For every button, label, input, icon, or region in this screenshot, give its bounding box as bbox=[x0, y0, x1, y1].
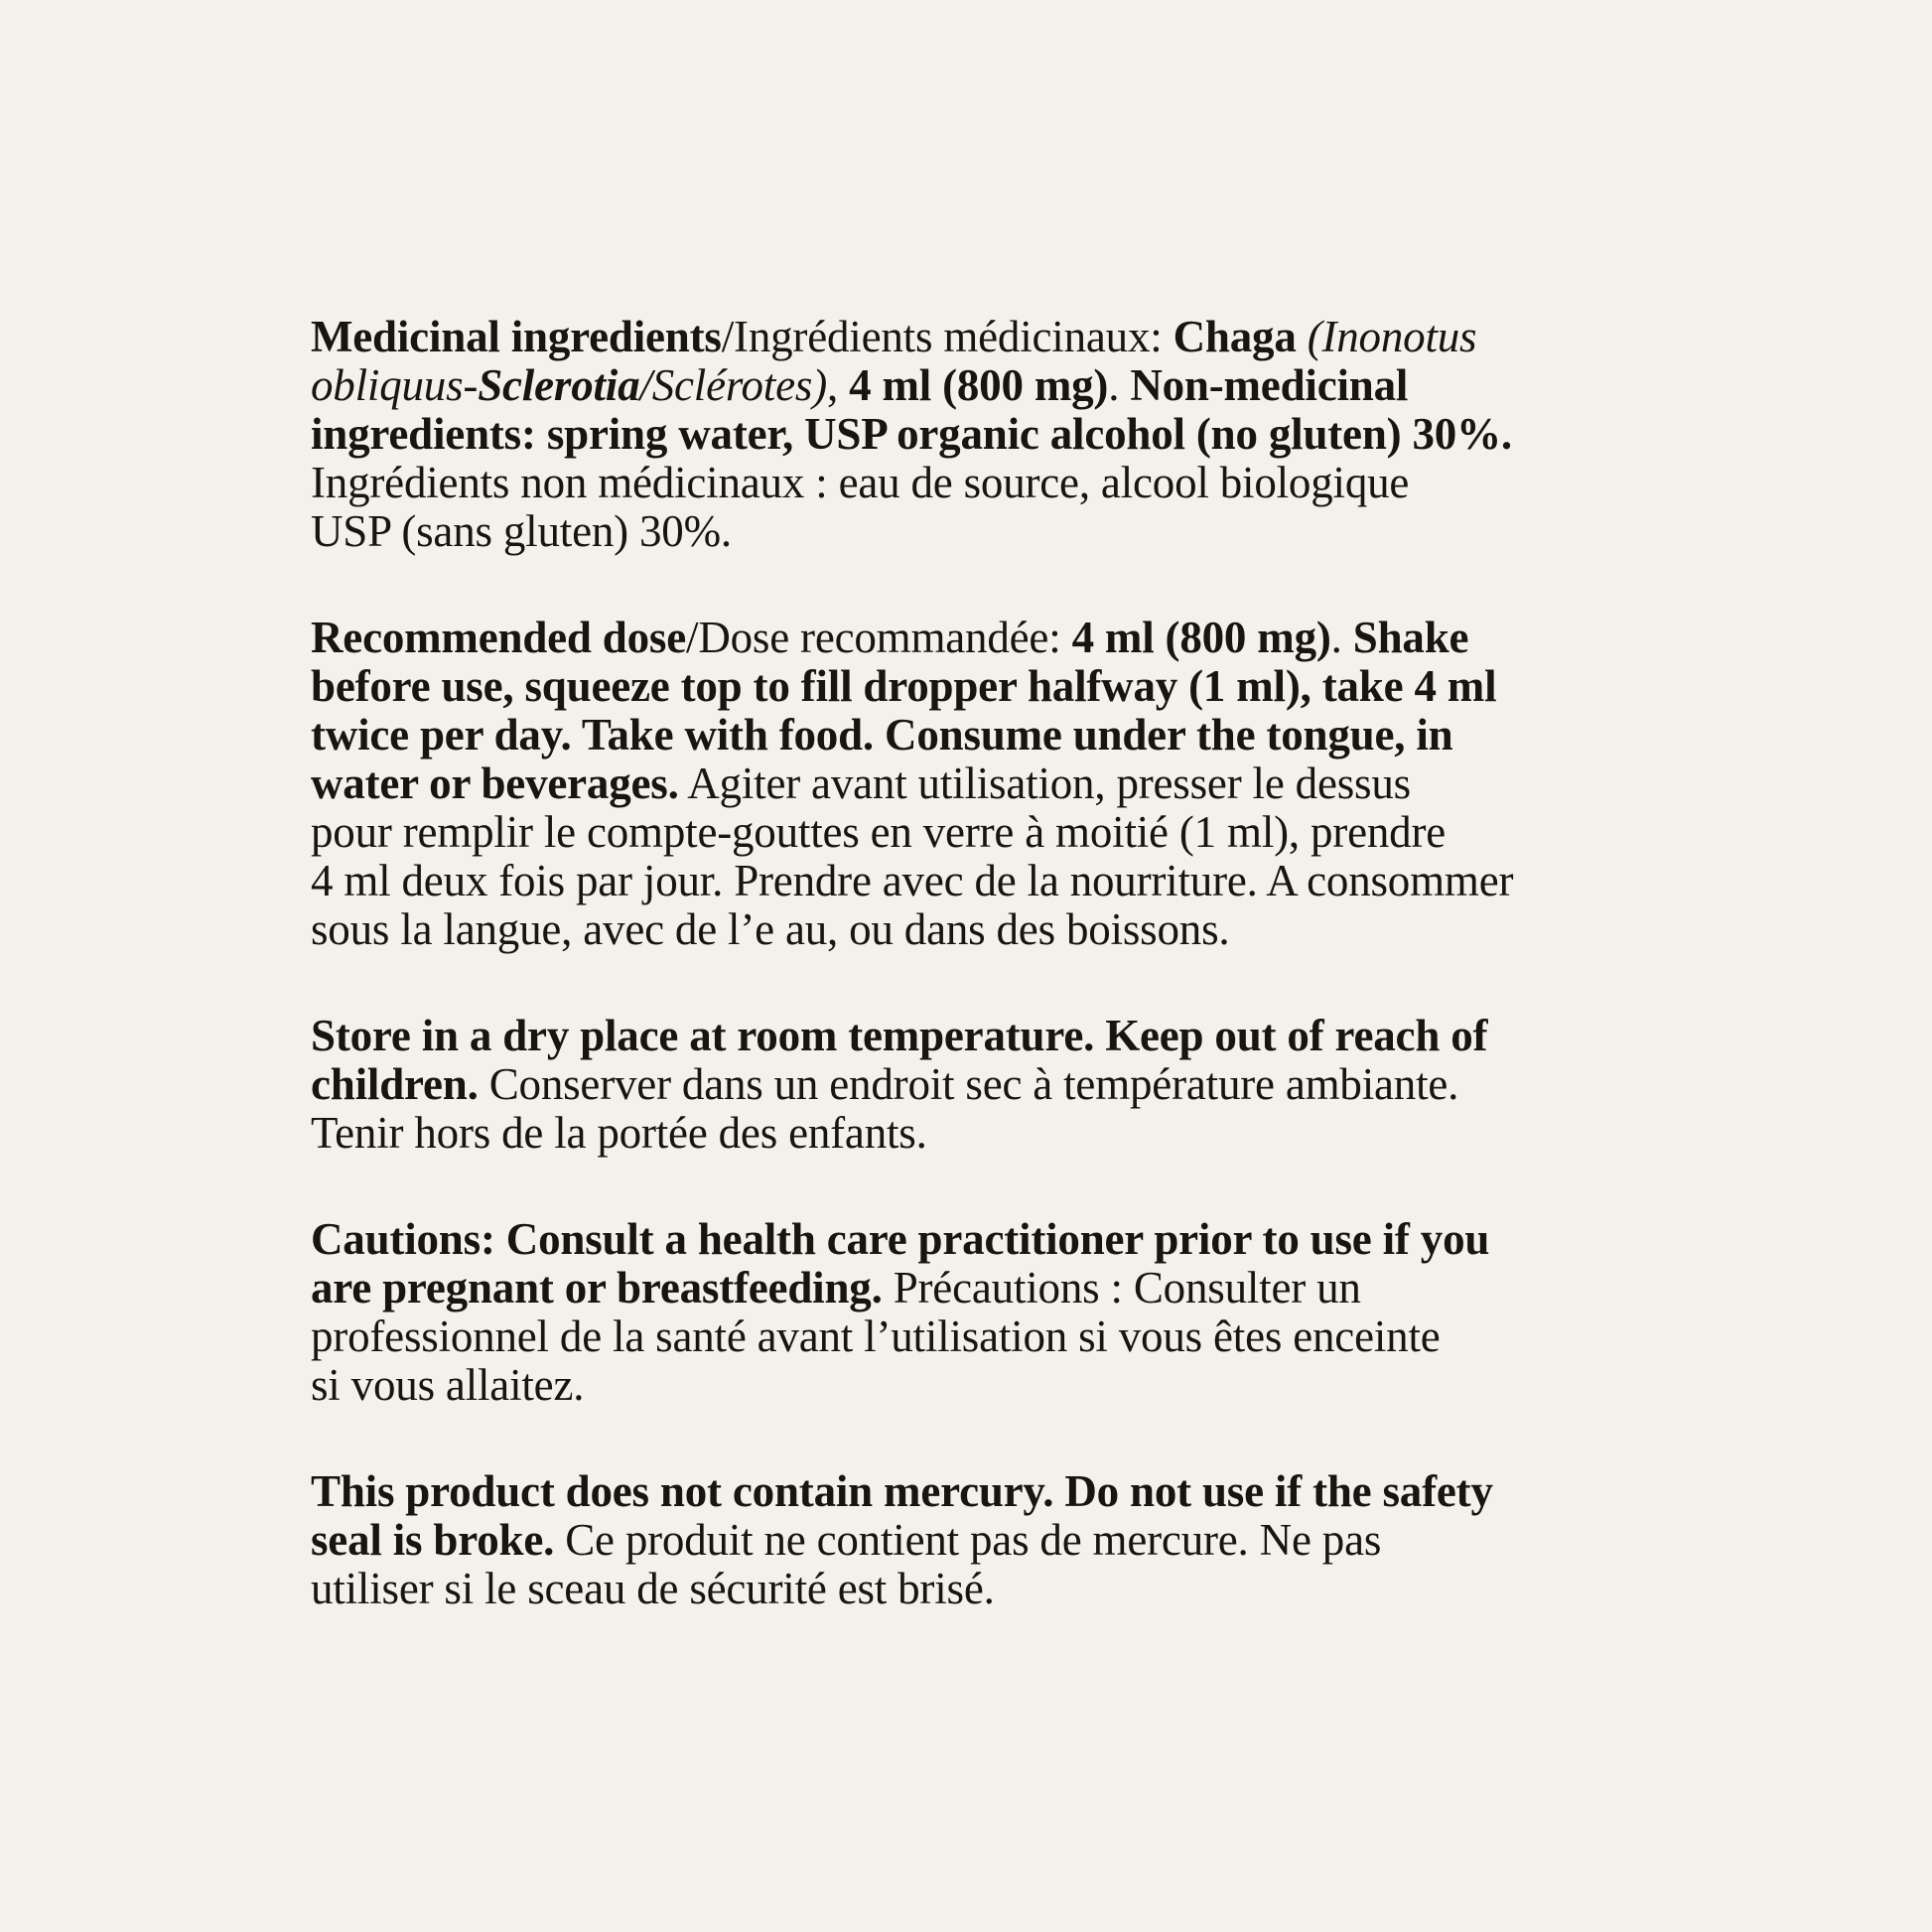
text-segment: . bbox=[1108, 360, 1131, 410]
text-line bbox=[311, 1215, 1701, 1264]
text-segment: Conserver dans un endroit sec à température ambiante. bbox=[478, 1059, 1459, 1109]
text-line bbox=[311, 857, 1701, 905]
paragraph-cautions bbox=[311, 1215, 1701, 1410]
text-segment: /Dose recommandée: bbox=[686, 613, 1072, 662]
text-line bbox=[311, 1312, 1701, 1361]
text-segment: Ce produit ne contient pas de mercure. Ne pas bbox=[554, 1515, 1382, 1565]
text-segment: /Ingrédients médicinaux: bbox=[721, 312, 1173, 361]
text-line bbox=[311, 507, 1701, 556]
paragraph-mercury-safety-seal bbox=[311, 1467, 1701, 1613]
text-line bbox=[311, 905, 1701, 954]
text-line bbox=[311, 1361, 1701, 1410]
text-line bbox=[311, 711, 1701, 759]
text-segment: Tenir hors de la portée des enfants. bbox=[311, 1108, 927, 1158]
text-segment: Recommended dose bbox=[311, 613, 687, 662]
text-segment: si vous allaitez. bbox=[311, 1360, 585, 1410]
text-line bbox=[311, 808, 1701, 857]
text-segment: utiliser si le sceau de sécurité est brisé. bbox=[311, 1564, 995, 1613]
text-segment: (Inonotus bbox=[1307, 312, 1477, 361]
text-line bbox=[311, 1109, 1701, 1158]
paragraph-storage bbox=[311, 1012, 1701, 1158]
text-line bbox=[311, 1264, 1701, 1312]
text-line bbox=[311, 410, 1701, 459]
text-segment: 4 ml (800 mg) bbox=[1071, 613, 1331, 662]
text-line bbox=[311, 459, 1701, 507]
text-line bbox=[311, 614, 1701, 662]
text-segment: 4 ml (800 mg) bbox=[849, 360, 1109, 410]
text-segment: pour remplir le compte-gouttes en verre à moitié (1 ml), prendre bbox=[311, 807, 1447, 857]
text-line bbox=[311, 1565, 1701, 1613]
paragraph-recommended-dose bbox=[311, 614, 1701, 954]
text-segment: ingredients: spring water, USP organic alcohol (no gluten) 30%. bbox=[311, 409, 1512, 459]
text-line bbox=[311, 1060, 1701, 1109]
text-line bbox=[311, 1012, 1701, 1060]
text-segment: seal is broke. bbox=[311, 1515, 555, 1565]
text-segment: Agiter avant utilisation, presser le dessus bbox=[678, 759, 1411, 808]
text-segment: Store in a dry place at room temperature. Keep out of reach of bbox=[311, 1011, 1488, 1060]
text-segment: are pregnant or breastfeeding. bbox=[311, 1263, 883, 1312]
text-segment: This product does not contain mercury. Do not use if the safety bbox=[311, 1466, 1493, 1516]
text-line bbox=[311, 1516, 1701, 1565]
text-segment: sous la langue, avec de l’e au, ou dans des boissons. bbox=[311, 904, 1230, 954]
text-segment: water or beverages. bbox=[311, 759, 679, 808]
text-segment: Medicinal ingredients bbox=[311, 312, 722, 361]
text-line bbox=[311, 1467, 1701, 1516]
text-segment: Cautions: Consult a health care practitioner prior to use if you bbox=[311, 1214, 1490, 1264]
text-line bbox=[311, 759, 1701, 808]
paragraph-medicinal-ingredients bbox=[311, 313, 1701, 556]
text-segment: Chaga bbox=[1173, 312, 1308, 361]
text-segment: obliquus- bbox=[311, 360, 479, 410]
text-segment: Sclerotia bbox=[478, 360, 640, 410]
text-line bbox=[311, 313, 1701, 361]
text-segment: before use, squeeze top to fill dropper halfway (1 ml), take 4 ml bbox=[311, 661, 1497, 711]
text-segment: USP (sans gluten) 30%. bbox=[311, 506, 732, 556]
text-segment: twice per day. Take with food. Consume under the tongue, in bbox=[311, 710, 1453, 759]
label-text-block bbox=[311, 313, 1701, 1613]
text-segment: . bbox=[1330, 613, 1353, 662]
text-segment: , bbox=[826, 360, 850, 410]
text-line bbox=[311, 361, 1701, 410]
text-segment: Précautions : Consulter un bbox=[882, 1263, 1361, 1312]
text-segment: /Sclérotes) bbox=[639, 360, 827, 410]
text-segment: Ingrédients non médicinaux : eau de source, alcool biologique bbox=[311, 458, 1410, 507]
text-segment: Shake bbox=[1352, 613, 1469, 662]
text-segment: professionnel de la santé avant l’utilisation si vous êtes enceinte bbox=[311, 1311, 1441, 1361]
text-line bbox=[311, 662, 1701, 711]
text-segment: children. bbox=[311, 1059, 479, 1109]
text-segment: 4 ml deux fois par jour. Prendre avec de la nourriture. A consommer bbox=[311, 856, 1514, 905]
text-segment: Non-medicinal bbox=[1130, 360, 1409, 410]
